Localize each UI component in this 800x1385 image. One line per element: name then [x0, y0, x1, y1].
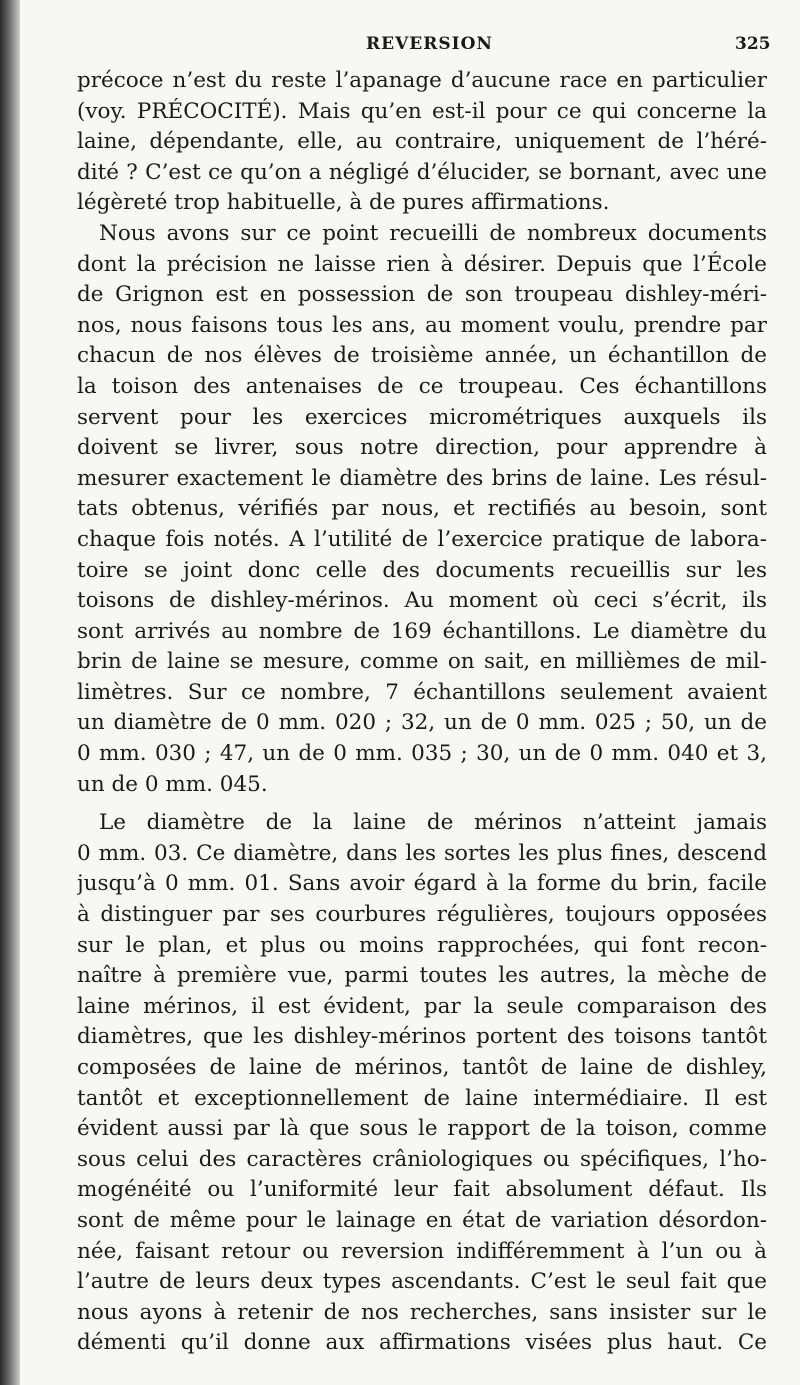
text-line: sont de même pour le lainage en état de variation désordon- [77, 1207, 767, 1233]
text-line: sont arrivés au nombre de 169 échantillons. Le diamètre du [77, 618, 767, 644]
text-line: mogénéité ou l’uniformité leur fait absolument défaut. Ils [77, 1177, 767, 1203]
text-line: dont la précision ne laisse rien à désirer. Depuis que l’École [77, 251, 767, 277]
text-line: tats obtenus, vérifiés par nous, et rectifiés au besoin, sont [77, 496, 767, 522]
text-line: née, faisant retour ou reversion indifféremment à l’un ou à [77, 1238, 767, 1264]
text-line: démenti qu’il donne aux affirmations visées plus haut. Ce [77, 1330, 767, 1356]
text-line: dité ? C’est ce qu’on a négligé d’élucider, se bornant, avec une [77, 159, 767, 185]
text-line: laine mérinos, il est évident, par la seule comparaison des [77, 993, 767, 1019]
text-line: toisons de dishley-mérinos. Au moment où ceci s’écrit, ils [77, 588, 767, 614]
paragraph-1 [77, 66, 767, 219]
text-line: l’autre de leurs deux types ascendants. C’est le seul fait que [77, 1269, 767, 1295]
running-title: REVERSION [366, 34, 493, 54]
text-line: laine, dépendante, elle, au contraire, uniquement de l’héré- [77, 129, 767, 155]
text-line: sous celui des caractères crâniologiques ou spécifiques, l’ho- [77, 1146, 767, 1172]
text-line: 0 mm. 030 ; 47, un de 0 mm. 035 ; 30, un de 0 mm. 040 et 3, [77, 741, 767, 767]
text-line: (voy. PRÉCOCITÉ). Mais qu’en est-il pour ce qui concerne la [77, 98, 767, 124]
text-line: sur le plan, et plus ou moins rapprochées, qui font recon- [77, 932, 767, 958]
text-line: mesurer exactement le diamètre des brins de laine. Les résul- [77, 465, 767, 491]
paragraph-2 [77, 219, 767, 800]
body-text [77, 66, 767, 1359]
text-line: 0 mm. 03. Ce diamètre, dans les sortes les plus fines, descend [77, 840, 767, 866]
text-line: naître à première vue, parmi toutes les autres, la mèche de [77, 963, 767, 989]
book-page [20, 0, 800, 1385]
text-line: diamètres, que les dishley-mérinos portent des toisons tantôt [77, 1024, 767, 1050]
text-line: de Grignon est en possession de son troupeau dishley-méri- [77, 282, 767, 308]
text-line: un diamètre de 0 mm. 020 ; 32, un de 0 mm. 025 ; 50, un de [77, 710, 767, 736]
text-line: chacun de nos élèves de troisième année, un échantillon de [77, 343, 767, 369]
text-line: Nous avons sur ce point recueilli de nombreux documents [99, 220, 767, 246]
text-line: Le diamètre de la laine de mérinos n’atteint jamais [99, 810, 767, 836]
text-line: un de 0 mm. 045. [77, 771, 268, 797]
page-binding-edge [0, 0, 20, 1385]
page-number: 325 [735, 34, 771, 54]
text-line: nous ayons à retenir de nos recherches, sans insister sur le [77, 1299, 767, 1325]
text-line: la toison des antenaises de ce troupeau. Ces échantillons [77, 373, 767, 399]
paragraph-spacer [77, 800, 767, 808]
running-head [20, 34, 800, 58]
text-line: jusqu’à 0 mm. 01. Sans avoir égard à la forme du brin, facile [77, 871, 767, 897]
text-line: nos, nous faisons tous les ans, au moment voulu, prendre par [77, 312, 767, 338]
text-line: brin de laine se mesure, comme on sait, en millièmes de mil- [77, 649, 767, 675]
text-line: évident aussi par là que sous le rapport de la toison, comme [77, 1116, 767, 1142]
text-line: composées de laine de mérinos, tantôt de laine de dishley, [77, 1055, 767, 1080]
text-line: tantôt et exceptionnellement de laine intermédiaire. Il est [77, 1085, 767, 1111]
text-line: précoce n’est du reste l’apanage d’aucune race en particulier [77, 68, 767, 93]
text-line: légèreté trop habituelle, à de pures affirmations. [77, 190, 610, 216]
paragraph-3 [77, 808, 767, 1359]
text-line: limètres. Sur ce nombre, 7 échantillons seulement avaient [77, 679, 767, 705]
text-line: à distinguer par ses courbures régulières, toujours opposées [77, 902, 767, 928]
text-line: doivent se livrer, sous notre direction, pour apprendre à [77, 435, 767, 461]
text-line: chaque fois notés. A l’utilité de l’exercice pratique de labora- [77, 526, 767, 552]
text-line: servent pour les exercices micrométriques auxquels ils [77, 404, 767, 430]
text-line: toire se joint donc celle des documents recueillis sur les [77, 557, 767, 583]
